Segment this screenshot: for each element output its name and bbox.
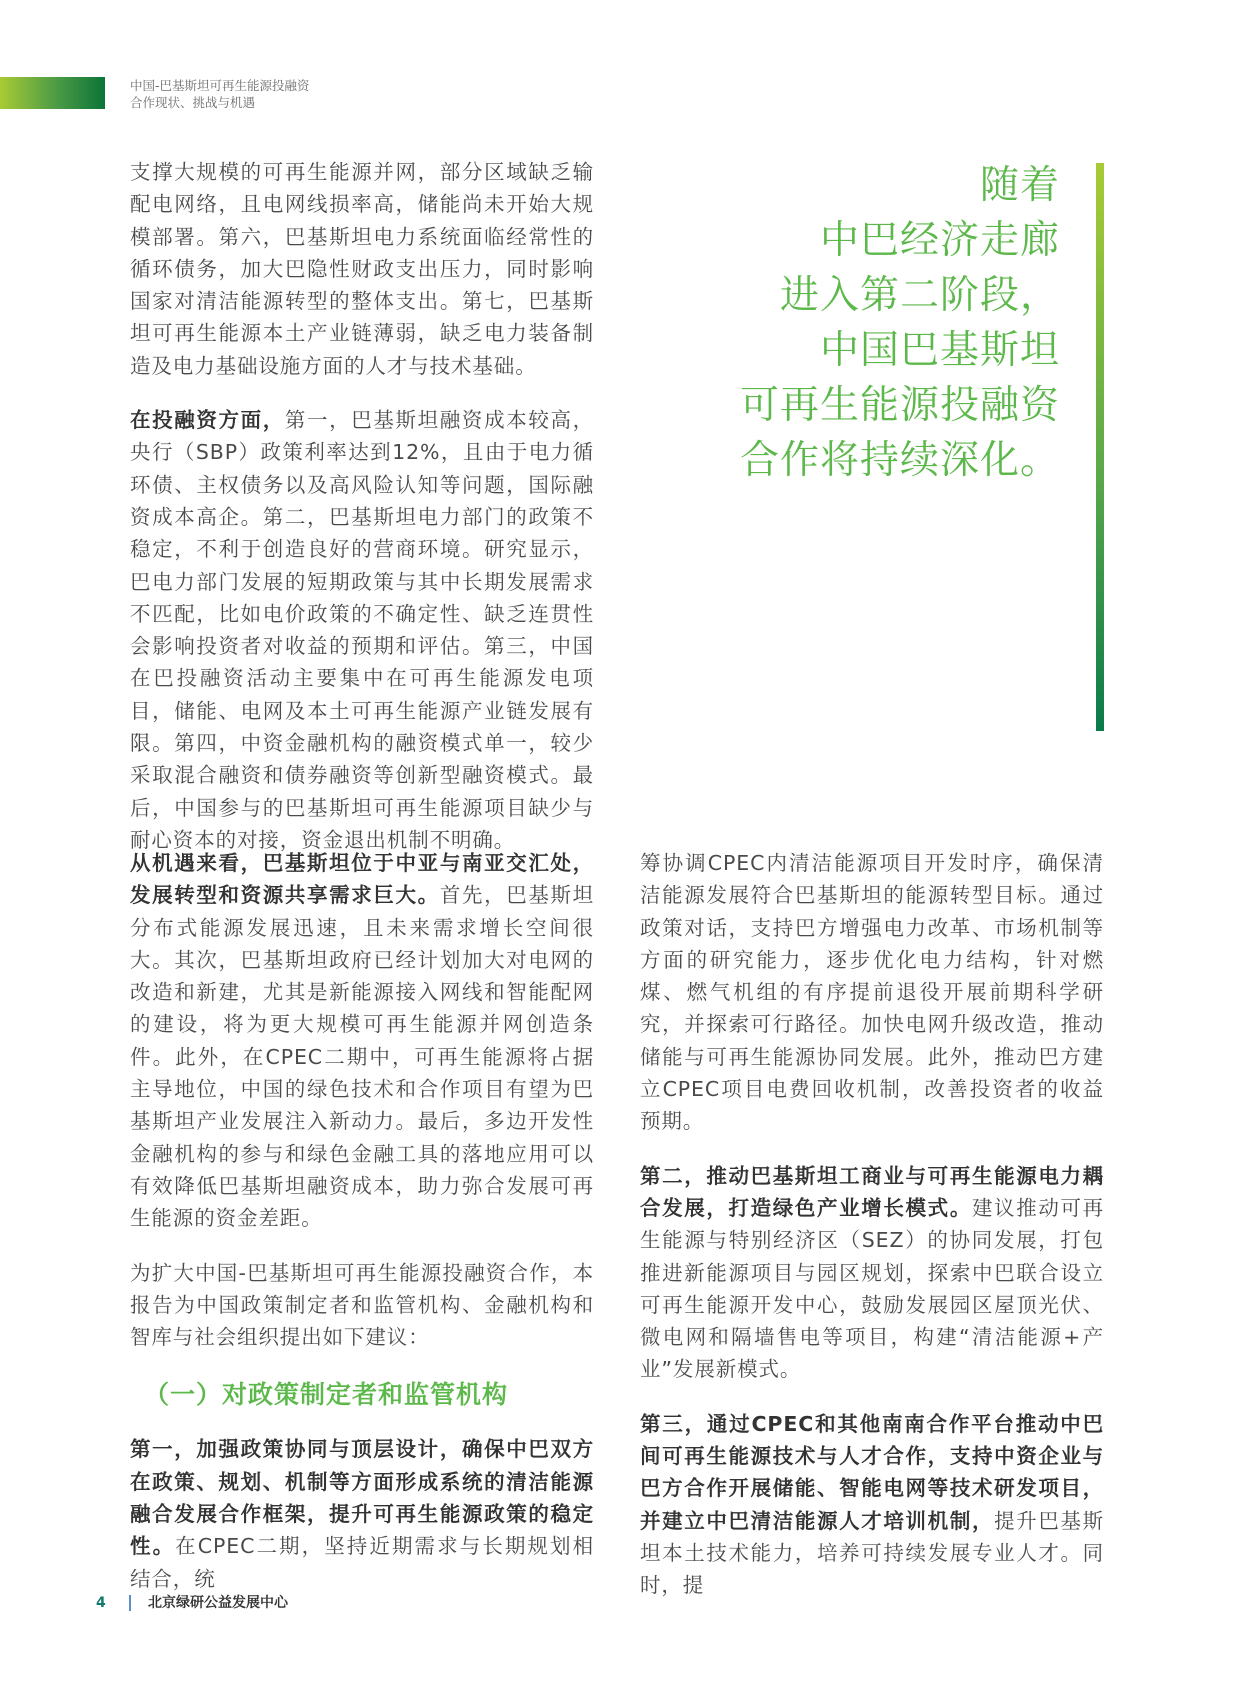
pull-quote-line: 进入第二阶段， bbox=[779, 273, 1060, 318]
paragraph-body: 首先，巴基斯坦分布式能源发展迅速，且未来需求增长空间很大。其次，巴基斯坦政府已经计划加大对电网的改造和新建，尤其是新能源接入网线和智能配网的建设，将为更大规模可再生能源并网创造条件。此外，在CPEC二期中，可再生能源将占据主导地位，中国的绿色技术和合作项目有望为巴基斯坦产业发展注入新动力。最后，多边开发性金融机构的参与和绿色金融工具的落地应用可以有效降低巴基斯坦融资成本，助力弥合发展可再生能源的资金差距。 bbox=[130, 883, 594, 1231]
paragraph-body: 提升巴基斯坦本土技术能力，培养可持续发展专业人才。同时，提 bbox=[640, 1508, 1104, 1598]
pull-quote bbox=[740, 158, 1060, 488]
paragraph-investment bbox=[130, 404, 594, 856]
paragraph-rec-1 bbox=[130, 1433, 594, 1594]
section-heading: （一）对政策制定者和监管机构 bbox=[144, 1380, 509, 1410]
pull-quote-line: 随着 bbox=[979, 163, 1060, 208]
left-column-bottom bbox=[130, 847, 594, 1617]
left-column-top bbox=[130, 156, 594, 878]
paragraph-rec-3 bbox=[640, 1408, 1104, 1602]
pull-quote-line: 中国巴基斯坦 bbox=[819, 328, 1060, 373]
paragraph-rec-1-cont: 筹协调CPEC内清洁能源项目开发时序，确保清洁能源发展符合巴基斯坦的能源转型目标。通过政策对话，支持巴方增强电力改革、市场机制等方面的研究能力，逐步优化电力结构，针对燃煤、燃气机组的有序提前退役开展前期科学研究，并探索可行路径。加快电网升级改造，推动储能与可再生能源协同发展。此外，推动巴方建立CPEC项目电费回收机制，改善投资者的收益预期。 bbox=[640, 851, 1104, 1134]
running-header bbox=[130, 77, 310, 111]
paragraph-lead: 第二，推动巴基斯坦工商业与可再生能源电力耦合发展，打造绿色产业增长模式。 bbox=[640, 1163, 1104, 1220]
paragraph-lead: 第三，通过CPEC和其他南南合作平台推动中巴间可再生能源技术与人才合作，支持中资企业与巴方合作开展储能、智能电网等技术研发项目，并建立中巴清洁能源人才培训机制， bbox=[640, 1411, 1104, 1533]
pull-quote-line: 合作将持续深化。 bbox=[739, 438, 1060, 483]
footer-organization: 北京绿研公益发展中心 bbox=[148, 1595, 288, 1611]
page-number: 4 bbox=[96, 1595, 106, 1611]
paragraph-body: 建议推动可再生能源与特别经济区（SEZ）的协同发展，打包推进新能源项目与园区规划，探索中巴联合设立可再生能源开发中心，鼓励发展园区屋顶光伏、微电网和隔墙售电等项目，构建“清洁能源+产业”发展新模式。 bbox=[640, 1195, 1105, 1382]
paragraph-recommendations-intro: 为扩大中国-巴基斯坦可再生能源投融资合作，本报告为中国政策制定者和监管机构、金融机构和智库与社会组织提出如下建议： bbox=[130, 1260, 594, 1350]
header-gradient-bar bbox=[0, 77, 105, 109]
paragraph-lead: 第一，加强政策协同与顶层设计，确保中巴双方在政策、规划、机制等方面形成系统的清洁能源融合发展合作框架，提升可再生能源政策的稳定性。 bbox=[130, 1437, 594, 1559]
paragraph-body: 第一，巴基斯坦融资成本较高，央行（SBP）政策利率达到12%，且由于电力循环债、主权债务以及高风险认知等问题，国际融资成本高企。第二，巴基斯坦电力部门的政策不稳定，不利于创造良好的营商环境。研究显示，巴电力部门发展的短期政策与其中长期发展需求不匹配，比如电价政策的不确定性、缺乏连贯性会影响投资者对收益的预期和评估。第三，中国在巴投融资活动主要集中在可再生能源发电项目，储能、电网及本土可再生能源产业链发展有限。第四，中资金融机构的融资模式单一，较少采取混合融资和债券融资等创新型融资模式。最后，中国参与的巴基斯坦可再生能源项目缺少与耐心资本的对接，资金退出机制不明确。 bbox=[130, 408, 594, 852]
pull-quote-line: 可再生能源投融资 bbox=[739, 383, 1060, 428]
paragraph-lead: 在投融资方面， bbox=[130, 408, 285, 433]
pull-quote-accent-bar bbox=[1096, 163, 1104, 731]
footer-divider bbox=[129, 1595, 131, 1611]
paragraph-lead: 从机遇来看，巴基斯坦位于中亚与南亚交汇处，发展转型和资源共享需求巨大。 bbox=[130, 851, 594, 908]
pull-quote-line: 中巴经济走廊 bbox=[819, 218, 1060, 263]
right-column-bottom bbox=[640, 847, 1104, 1624]
running-header-line1: 中国-巴基斯坦可再生能源投融资 bbox=[130, 78, 310, 93]
paragraph-rec-2 bbox=[640, 1160, 1104, 1386]
paragraph-opportunities bbox=[130, 847, 594, 1235]
paragraph-challenges-cont: 支撑大规模的可再生能源并网，部分区域缺乏输配电网络，且电网线损率高，储能尚未开始大规模部署。第六，巴基斯坦电力系统面临经常性的循环债务，加大巴隐性财政支出压力，同时影响国家对清洁能源转型的整体支出。第七，巴基斯坦可再生能源本土产业链薄弱，缺乏电力装备制造及电力基础设施方面的人才与技术基础。 bbox=[130, 160, 594, 378]
running-header-line2: 合作现状、挑战与机遇 bbox=[130, 95, 256, 110]
paragraph-body: 在CPEC二期，坚持近期需求与长期规划相结合，统 bbox=[130, 1534, 594, 1591]
